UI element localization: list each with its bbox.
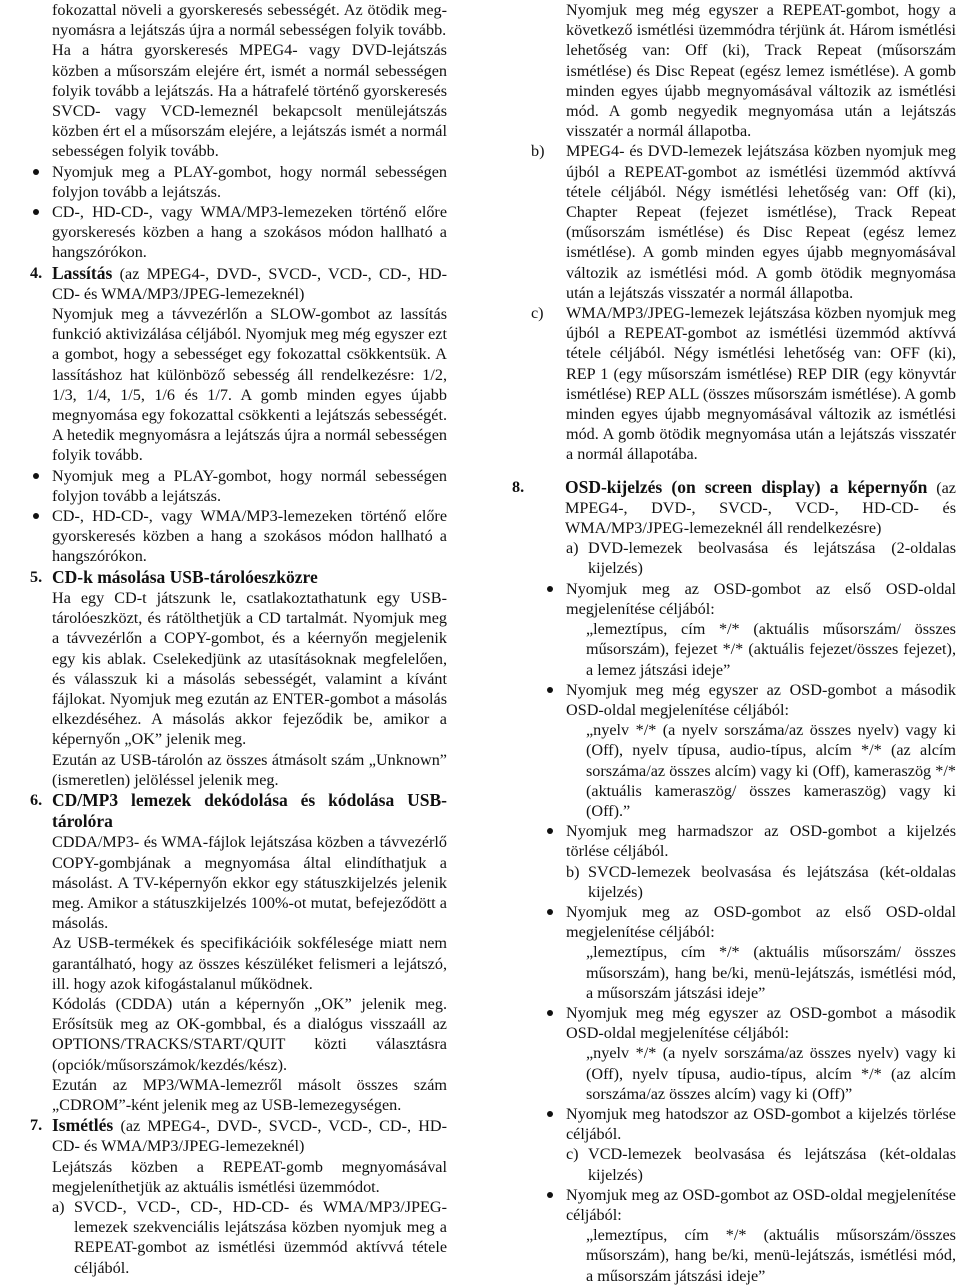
list-item-c xyxy=(566,1144,956,1184)
list-text: SVCD-lemezek beolvasása és lejátszása (két-oldalas kijelzés) xyxy=(588,862,956,901)
list-item-a xyxy=(52,1197,447,1278)
list-label: b) xyxy=(566,862,580,881)
paragraph: Ezután az USB-tárolón az összes átmásolt szám „Unknown” (ismeretlen) jelöléssel jelenik meg. xyxy=(52,750,447,789)
left-column xyxy=(32,0,447,1278)
paragraph: Nyomjuk meg még egyszer a REPEAT-gombot, hogy a következő ismétlési üzemmódra térjünk át. Három ismétlési lehetőség van: Off (ki), Track Repeat (műsorszám ismétlése) és Disc Repeat (egész lemez ismétlése). A gomb minden egyes újabb megnyomásával változik az ismétlési mód. A gomb negyedik megnyomása után a lejátszás visszatér a normál állapotba. xyxy=(566,1,956,141)
list-item-b xyxy=(531,141,956,303)
quoted-text: „lemeztípus, cím */* (aktuális műsorszám/összes műsorszám), hang be/ki, menü-lejátszás, ismétlési mód, a műsorszám játszási ideje” xyxy=(586,1226,956,1285)
paragraph: Lejátszás közben a REPEAT-gomb megnyomásával megjeleníthetjük az aktuális ismétlési üzemmódot. xyxy=(52,1157,447,1196)
section-title: Lassítás xyxy=(52,262,113,283)
bullet-item: CD-, HD-CD-, vagy WMA/MP3-lemezeken történő előre gyorskeresés közben a hang a szokásos módon hallható a hangszórókon. xyxy=(32,202,447,263)
paragraph: Az USB-termékek és specifikációik sokfélesége miatt nem garantálható, hogy az összes készüléket felismeri a lejátszó, ill. hogy azok kifogástalanul működnek. xyxy=(52,934,447,993)
quoted-text: „lemeztípus, cím */* (aktuális műsorszám/ összes műsorszám), fejezet */* (aktuális fejezet/összes fejezet), a lemez játszási ideje” xyxy=(586,620,956,679)
section-5 xyxy=(32,567,447,588)
section-7 xyxy=(32,1115,447,1156)
section-number: 8. xyxy=(512,477,525,496)
section-subtitle: (az MPEG4-, DVD-, SVCD-, VCD-, HD-CD- és WMA/MP3/JPEG-lemezeknél áll rendelkezésre) xyxy=(565,478,956,538)
list-label: b) xyxy=(531,142,545,161)
list-text: VCD-lemezek beolvasása és lejátszása (két-oldalas kijelzés) xyxy=(588,1145,956,1184)
paragraph: Ha a hátra gyorskeresés MPEG4- vagy DVD-lejátszás közben a műsorszám elejére ért, ismét a normál sebességen folyik tovább a lejátszás. Ha a hátrafelé történő gyorskeresés SVCD- vagy VCD-lemeznél bekapcsolt menülejátszás közben ért el a műsorszám elejére, a lejátszás ismét a normál sebességen folyik tovább. xyxy=(52,41,447,161)
paragraph: Kódolás (CDDA) után a képernyőn „OK” jelenik meg. Erősítsük meg az OK-gombbal, és a dialógus visszaáll az OPTIONS/TRACKS/START/QUIT közti választásra (opciók/műsorszámok/kezdés/kész). xyxy=(52,994,447,1074)
paragraph: Ezután az MP3/WMA-lemezről másolt összes szám „CDROM”-ként jelenik meg az USB-lemezegységen. xyxy=(52,1075,447,1114)
bullet-item: Nyomjuk meg hatodszor az OSD-gombot a kijelzés törlése céljából. xyxy=(514,1104,956,1144)
list-label: c) xyxy=(566,1145,579,1164)
section-6 xyxy=(32,790,447,832)
bullet-item: Nyomjuk meg az OSD-gombot az első OSD-oldal megjelenítése céljából: xyxy=(514,902,956,942)
bullet-item: Nyomjuk meg még egyszer az OSD-gombot a második OSD-oldal megjelenítése céljából: xyxy=(514,680,956,720)
section-8 xyxy=(514,477,956,539)
list-item-a xyxy=(566,538,956,578)
paragraph: CDDA/MP3- és WMA-fájlok lejátszása közben a távvezérlő COPY-gombjának a megnyomása által elindíthatjuk a másolást. A TV-képernyőn ekkor egy státuszkijelzés jelenik meg. Amikor a státuszkijelzés 100%-ot mutat, befejeződött a másolás. xyxy=(52,833,447,933)
bullet-item: CD-, HD-CD-, vagy WMA/MP3-lemezeken történő előre gyorskeresés közben a hang a szokásos módon hallható a hangszórókon. xyxy=(32,506,447,567)
list-label: c) xyxy=(531,304,544,323)
paragraph: Nyomjuk meg a távvezérlőn a SLOW-gombot az lassítás funkció aktivizálása céljából. Nyomjuk meg még egyszer ezt a gombot, hogy a sebességet egy fokozattal csökkentsük. A lassításhoz hat különböző sebesség áll rendelkezésre: 1/2, 1/3, 1/4, 1/5, 1/6 és 1/7. A gomb minden egyes újabb megnyomása egy fokozattal csökkenti a lejátszás sebességét. A hetedik megnyomásra a lejátszás újra a normál sebességen folyik tovább. xyxy=(52,305,447,465)
paragraph: fokozattal növeli a gyorskeresés sebességét. Az ötödik meg-nyomásra a lejátszás újra a normál sebességen folyik tovább. xyxy=(52,1,447,40)
section-number: 6. xyxy=(30,790,43,809)
right-column xyxy=(514,0,956,1286)
section-subtitle: (az MPEG4-, DVD-, SVCD-, VCD-, CD-, HD-CD- és WMA/MP3/JPEG-lemezeknél) xyxy=(52,1117,447,1156)
list-text: WMA/MP3/JPEG-lemezek lejátszása közben nyomjuk meg újból a REPEAT-gombot az ismétlési üzemmód aktívvá tétele céljából. Négy ismétlési lehetőség van: OFF (ki), REP 1 (egy műsorszám ismétlése) REP DIR (egy könyvtár ismétlése) REP ALL (összes műsorszám ismétlése). A gomb minden egyes újabb megnyomásával változik az ismétlési mód. A gomb ötödik megnyomása után a lejátszás visszatér a normál állapotába. xyxy=(566,304,956,464)
list-item-b xyxy=(566,862,956,902)
section-4 xyxy=(32,263,447,304)
section-number: 4. xyxy=(30,263,43,282)
paragraph: Ha egy CD-t játszunk le, csatlakoztathatunk egy USB-tárolóeszközt, és rátölthetjük a CD tartalmát. Nyomjuk meg a távvezérlőn a COPY-gombot, és a kéernyőn megjelenik egy kis ablak. Cselekedjünk az utasításoknak megfelelően, és válasszuk ki a másolás sebességét, valamint a kívánt fájlokat. Nyomjuk meg ezután az ENTER-gombot a másolás elkezdéséhez. A másolás akkor fejeződik be, amikor a képernyőn „OK” jelenik meg. xyxy=(52,588,447,749)
bullet-item: Nyomjuk meg még egyszer az OSD-gombot a második OSD-oldal megjelenítése céljából: xyxy=(514,1003,956,1043)
list-text: MPEG4- és DVD-lemezek lejátszása közben nyomjuk meg újból a REPEAT-gombot az ismétlési üzemmód aktívvá tétele céljából. Négy ismétlési lehetőség van: Off (ki), Chapter Repeat (fejezet ismétlése), Track Repeat (műsorszám ismétlése) és Disc Repeat (egész lemez ismétlése). A gomb minden egyes újabb megnyomásával változik az ismétlési mód. A gomb ötödik megnyomása után a lejátszás visszatér a normál állapotba. xyxy=(566,142,956,302)
bullet-item: Nyomjuk meg harmadszor az OSD-gombot a kijelzés törlése céljából. xyxy=(514,821,956,861)
list-label: a) xyxy=(566,539,579,558)
bullet-item: Nyomjuk meg a PLAY-gombot, hogy normál sebességen folyjon tovább a lejátszás. xyxy=(32,466,447,506)
bullet-item: Nyomjuk meg az OSD-gombot az OSD-oldal megjelenítése céljából: xyxy=(514,1185,956,1225)
section-title: CD/MP3 lemezek dekódolása és kódolása USB-tárolóra xyxy=(52,789,447,832)
list-item-c xyxy=(531,303,956,465)
section-title: CD-k másolása USB-tárolóeszközre xyxy=(52,566,318,587)
list-label: a) xyxy=(52,1197,65,1216)
list-text: SVCD-, VCD-, CD-, HD-CD- és WMA/MP3/JPEG-lemezek szekvenciális lejátszása közben nyomjuk meg a REPEAT-gombot az ismétlési üzemmód aktívvá tétele céljából. xyxy=(74,1197,447,1277)
quoted-text: „nyelv */* (a nyelv sorszáma/az összes nyelv) vagy ki (Off), nyelv típusa, audio-típus, alcím */* (az alcím sorszáma/az összes alcím) vagy ki (Off), kameraszög */* (aktuális kameraszög/ összes kameraszög) vagy ki (Off).” xyxy=(586,721,956,820)
bullet-item: Nyomjuk meg a PLAY-gombot, hogy normál sebességen folyjon tovább a lejátszás. xyxy=(32,162,447,202)
quoted-text: „lemeztípus, cím */* (aktuális műsorszám/ összes műsorszám), hang be/ki, menü-lejátszás, ismétlési mód, a műsorszám játszási ideje” xyxy=(586,943,956,1002)
quoted-text: „nyelv */* (a nyelv sorszáma/az összes nyelv) vagy ki (Off), nyelv típusa, audio-típus, alcím */* (az alcím sorszáma/az összes alcím) vagy ki (Off)” xyxy=(586,1044,956,1103)
section-title: Ismétlés xyxy=(52,1115,114,1136)
section-number: 5. xyxy=(30,567,43,586)
list-text: DVD-lemezek beolvasása és lejátszása (2-oldalas kijelzés) xyxy=(588,539,956,578)
section-title: OSD-kijelzés (on screen display) a képernyőn xyxy=(565,476,928,497)
bullet-item: Nyomjuk meg az OSD-gombot az első OSD-oldal megjelenítése céljából: xyxy=(514,579,956,619)
section-subtitle: (az MPEG4-, DVD-, SVCD-, VCD-, CD-, HD-CD- és WMA/MP3/JPEG-lemezeknél) xyxy=(52,264,447,303)
section-number: 7. xyxy=(30,1116,43,1135)
